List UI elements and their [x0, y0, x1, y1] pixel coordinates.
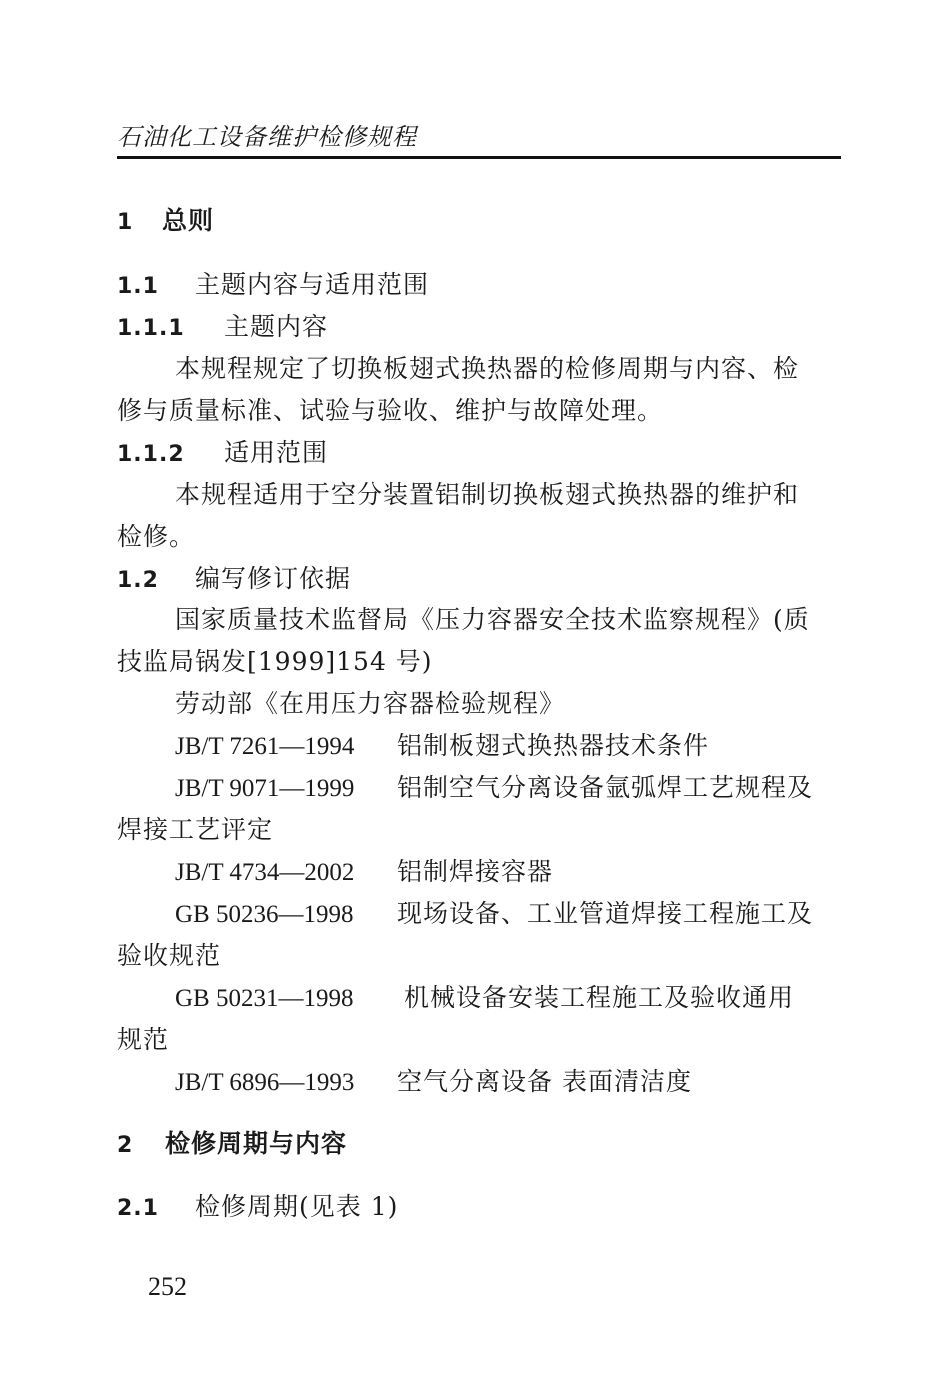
section-number: 2.1: [117, 1196, 159, 1221]
standard-title-continued: 规范: [117, 1025, 170, 1054]
paragraph-line: 本规程规定了切换板翅式换热器的检修周期与内容、检: [175, 354, 800, 383]
reference-line: 劳动部《在用压力容器检验规程》: [175, 689, 566, 718]
section-title: 适用范围: [224, 438, 329, 467]
standard-code: JB/T 6896—1993: [175, 1069, 355, 1096]
standard-entry: [175, 855, 553, 890]
standard-title: 铝制焊接容器: [397, 857, 554, 886]
standard-title: 现场设备、工业管道焊接工程施工及: [397, 899, 814, 928]
standard-title: 铝制板翅式换热器技术条件: [397, 731, 710, 760]
section-title: 主题内容与适用范围: [195, 270, 430, 299]
standard-entry: [175, 981, 794, 1016]
section-number: 1: [117, 210, 134, 235]
section-1-heading: [117, 204, 214, 240]
page-number: 252: [148, 1272, 187, 1301]
section-1-2-heading: [117, 562, 351, 598]
section-number: 1.2: [117, 568, 159, 593]
section-1-1-heading: [117, 268, 429, 304]
section-title: 编写修订依据: [195, 564, 352, 593]
standard-title-continued: 验收规范: [117, 941, 222, 970]
standard-title-continued: 焊接工艺评定: [117, 815, 274, 844]
paragraph-line: 本规程适用于空分装置铝制切换板翅式换热器的维护和: [175, 480, 800, 509]
section-number: 1.1.2: [117, 442, 185, 467]
standard-code: GB 50231—1998: [175, 985, 354, 1012]
standard-code: JB/T 4734—2002: [175, 859, 355, 886]
standard-code: JB/T 7261—1994: [175, 733, 355, 760]
section-2-1-heading: [117, 1190, 398, 1226]
reference-line: 国家质量技术监督局《压力容器安全技术监察规程》(质: [175, 605, 810, 634]
section-title: 总则: [162, 206, 215, 235]
standard-entry: [175, 729, 709, 764]
section-title: 检修周期与内容: [165, 1129, 348, 1158]
standard-code: JB/T 9071—1999: [175, 775, 355, 802]
section-title: 检修周期(见表 1): [195, 1192, 399, 1221]
standard-title: 铝制空气分离设备氩弧焊工艺规程及: [397, 773, 814, 802]
standard-title: 机械设备安装工程施工及验收通用: [404, 983, 795, 1012]
section-title: 主题内容: [224, 312, 329, 341]
section-number: 2: [117, 1133, 134, 1158]
standard-entry: [175, 897, 813, 932]
reference-line: 技监局锅发[1999]154 号): [117, 647, 433, 676]
standard-entry: [175, 771, 813, 806]
paragraph-line: 修与质量标准、试验与验收、维护与故障处理。: [117, 396, 664, 425]
standard-title: 空气分离设备 表面清洁度: [397, 1067, 692, 1096]
standard-code: GB 50236—1998: [175, 901, 354, 928]
header-rule: [117, 156, 841, 159]
section-1-1-1-heading: [117, 310, 328, 346]
standard-entry: [175, 1065, 692, 1100]
section-number: 1.1.1: [117, 316, 185, 341]
section-2-heading: [117, 1127, 347, 1163]
running-head: 石油化工设备维护检修规程: [117, 123, 417, 151]
paragraph-line: 检修。: [117, 522, 196, 551]
section-number: 1.1: [117, 274, 159, 299]
section-1-1-2-heading: [117, 436, 328, 472]
